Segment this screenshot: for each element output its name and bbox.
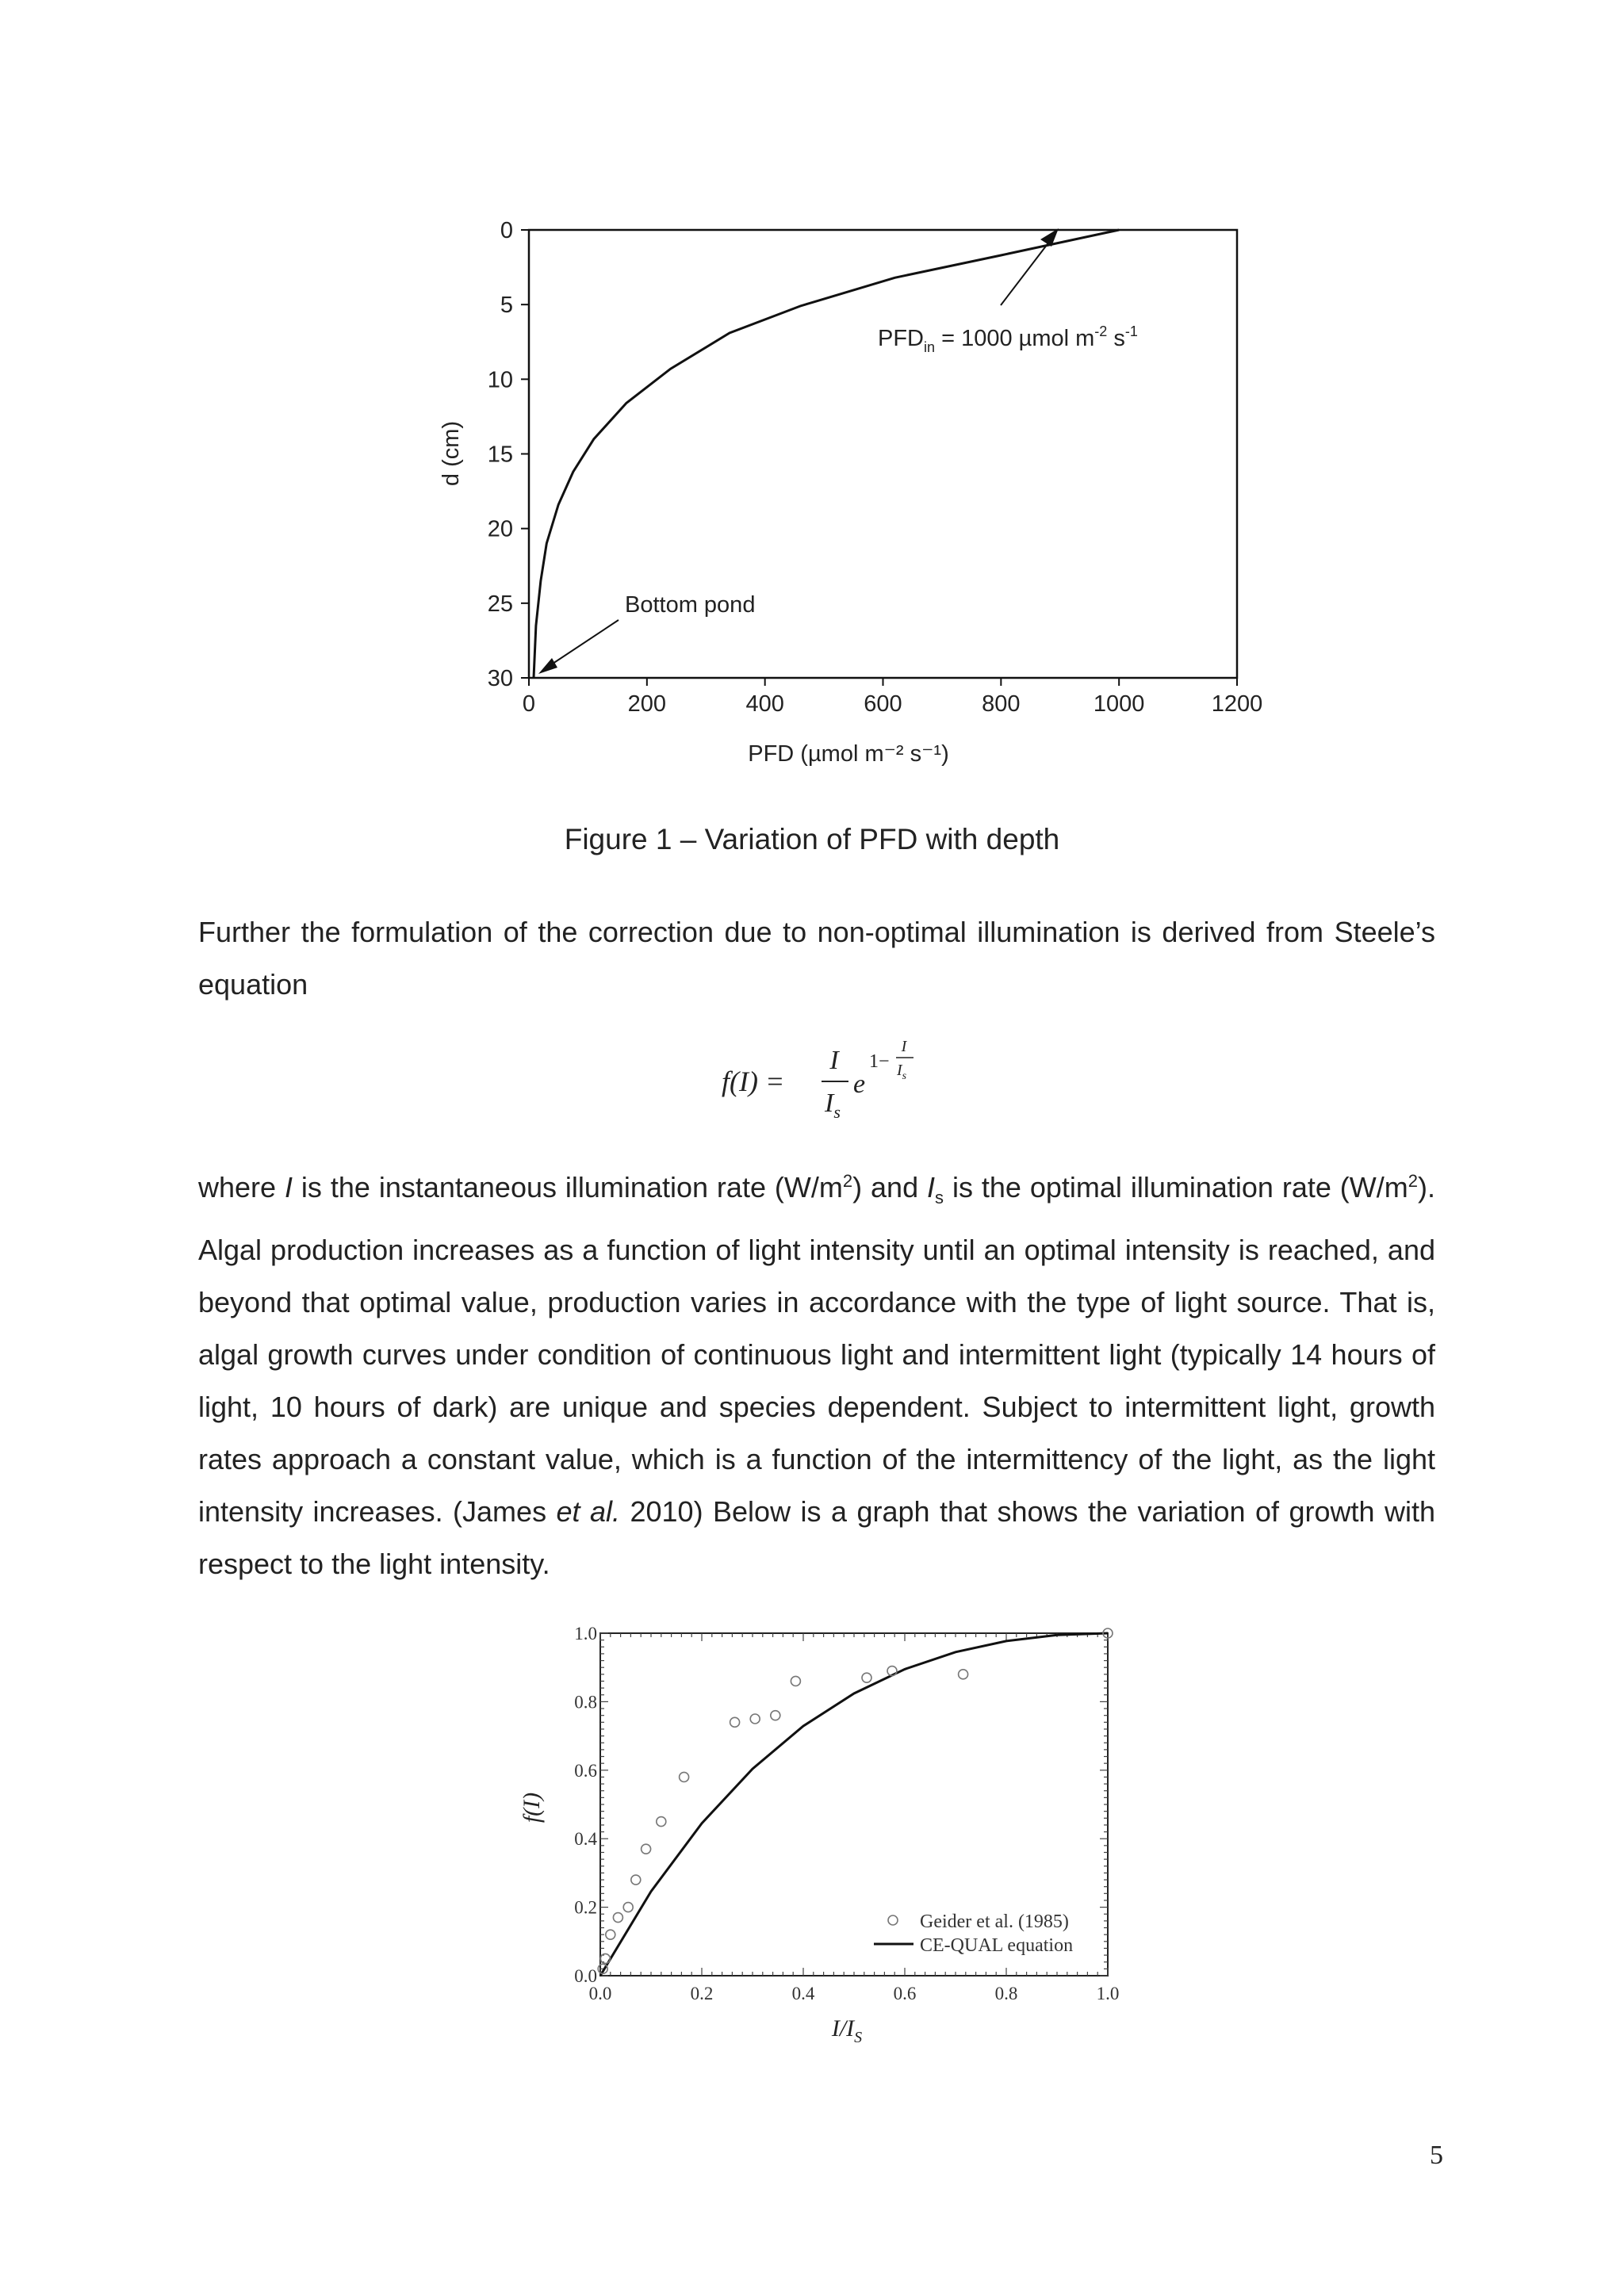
x-tick-label-2: 0.4 <box>791 1984 815 2003</box>
y-tick-label: 20 <box>487 516 513 542</box>
figure-2-chart <box>508 1617 1142 2061</box>
x-tick-label-2: 0.0 <box>588 1984 612 2003</box>
x-tick-label-2: 0.2 <box>690 1984 714 2003</box>
y-tick-label-2: 0.4 <box>574 1829 597 1850</box>
equation-exponent-numerator: I <box>901 1038 907 1055</box>
x-tick-label: 400 <box>745 691 784 717</box>
pfd-depth-curve <box>534 230 1119 678</box>
legend-label-geider: Geider et al. (1985) <box>920 1911 1069 1932</box>
y-tick-label: 15 <box>487 442 513 468</box>
y-tick-label: 10 <box>487 367 513 393</box>
paragraph-steele: Further the formulation of the correction due to non-optimal illumination is derived from Steele’s equation <box>198 916 1435 1001</box>
figure-1-chart <box>428 206 1263 777</box>
y-tick-label: 25 <box>487 591 513 617</box>
legend-label-cequal: CE-QUAL equation <box>920 1935 1074 1956</box>
data-point <box>623 1903 633 1912</box>
x-tick-label: 1200 <box>1211 691 1263 717</box>
pfd-in-arrow <box>1001 235 1055 305</box>
y-tick-label: 0 <box>500 218 513 243</box>
bottom-pond-arrow <box>546 620 619 668</box>
data-point <box>606 1930 615 1939</box>
data-point <box>680 1772 689 1781</box>
equation-exponent-denominator: $I_s$ <box>897 1062 907 1082</box>
y-tick-label: 30 <box>487 666 513 691</box>
figure-1-ticks <box>488 218 1263 717</box>
x-tick-label: 800 <box>982 691 1021 717</box>
equation-exponent-one: 1− <box>869 1051 890 1072</box>
figure-2-legend <box>874 1911 1073 1956</box>
figure-1-caption: Figure 1 – Variation of PFD with depth <box>564 823 1060 855</box>
steele-equation <box>714 1029 952 1132</box>
data-point <box>862 1673 871 1682</box>
data-point <box>642 1844 651 1854</box>
x-axis-label-2: $I/I_S$ <box>831 2015 863 2046</box>
y-axis-label: d (cm) <box>439 420 464 487</box>
x-tick-label-2: 0.8 <box>994 1984 1018 2003</box>
paragraph-illumination: where I is the instantaneous illumination rate $(W/m^2)$ and $I_s$ is the optimal illumination rate $(W/m^2)$. Algal production increases as a function of light intensity until an optimal intensity is reached, and beyond that optimal value, production varies in accordance with the type of light source. That is, algal growth curves under condition of continuous light and intermittent light (typically 14 hours of light, 10 hours of dark) are unique and species dependent. Subject to intermittent light, growth rates approach a constant value, which is a function of the intermittency of the light, as the light intensity increases. (James et al. 2010) Below is a graph that shows the variation of growth with respect to the light intensity. <box>198 1171 1436 1581</box>
data-point <box>791 1676 800 1686</box>
x-tick-label: 600 <box>864 691 902 717</box>
y-tick-label-2: 0.0 <box>574 1966 597 1986</box>
data-point <box>771 1711 780 1720</box>
data-point <box>613 1913 622 1923</box>
y-tick-label-2: 0.6 <box>574 1760 597 1781</box>
data-point <box>631 1875 641 1885</box>
data-point <box>959 1670 968 1679</box>
data-point <box>600 1954 610 1963</box>
page-number: 5 <box>1430 2141 1443 2170</box>
x-axis-label: PFD (µmol m⁻² s⁻¹) <box>748 741 949 767</box>
x-tick-label-2: 0.6 <box>893 1984 917 2003</box>
data-point <box>730 1717 740 1727</box>
x-tick-label: 0 <box>522 691 536 717</box>
bottom-pond-annotation: Bottom pond <box>625 592 756 618</box>
equation-numerator: I <box>829 1046 839 1075</box>
x-tick-label: 200 <box>627 691 667 717</box>
data-point <box>750 1714 760 1724</box>
equation-exp-base: e <box>853 1070 866 1099</box>
y-axis-label-2: f(I) <box>519 1792 545 1823</box>
y-tick-label: 5 <box>500 293 513 319</box>
y-tick-label-2: 1.0 <box>574 1624 597 1644</box>
x-tick-label: 1000 <box>1093 691 1145 717</box>
y-tick-label-2: 0.2 <box>574 1897 597 1918</box>
y-tick-label-2: 0.8 <box>574 1692 597 1712</box>
data-point <box>657 1817 666 1827</box>
equation-denominator: $I_s$ <box>825 1089 841 1122</box>
legend-marker-scatter <box>888 1915 898 1925</box>
bottom-pond-arrowhead <box>538 658 557 674</box>
x-tick-label-2: 1.0 <box>1096 1984 1120 2003</box>
equation-lhs: f(I) = <box>722 1066 785 1097</box>
pfd-in-annotation: $PFD_{in} = 1000$ µmol $m^{-2}$ $s^{-1}$ <box>878 323 1138 355</box>
